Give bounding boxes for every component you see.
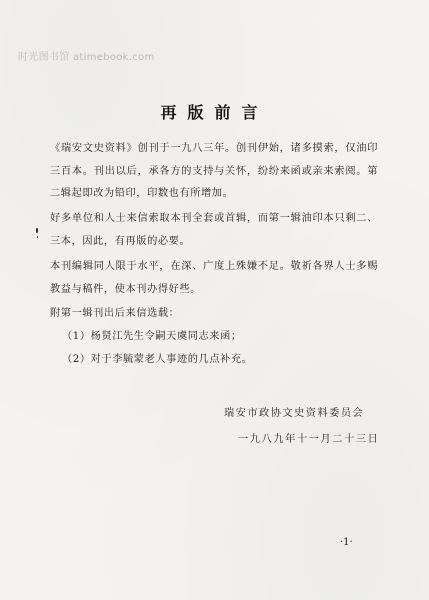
list-item-2: （2）对于李毓蒙老人事迹的几点补充。 xyxy=(62,354,253,365)
paragraph-4: 附第一辑刊出后来信选载： xyxy=(50,308,180,319)
paragraph-1: 《瑞安文史资料》创刊于一九八三年。创刊伊始，诸多摸索，仅油印三百本。刊出以后，承各方的支持与关怀，纷纷来函或亲来索阅。第二辑起即改为铅印，印数也有所增加。 xyxy=(50,143,378,199)
page-number: ·1· xyxy=(340,537,353,548)
page-title: 再版前言 xyxy=(160,103,269,122)
list-item-1: （1）杨贤江先生令嗣天虞同志来函； xyxy=(62,331,242,342)
signature-organization: 瑞安市政协文史资料委员会 xyxy=(224,408,365,419)
signature-date: 一九八九年十一月二十三日 xyxy=(238,434,380,445)
paragraph-3: 本刊编辑同人限于水平，在深、广度上殊嫌不足。敬祈各界人士多赐教益与稿件，使本刊办得好些。 xyxy=(50,261,378,295)
watermark: 时光图书馆 atimebook.com xyxy=(18,52,155,63)
paragraph-2: 好多单位和人士来信索取本刊全套或首辑，而第一辑油印本只剩二、三本，因此，有再版的必要。 xyxy=(50,213,378,247)
scan-speck xyxy=(37,236,38,238)
scan-speck xyxy=(36,228,38,233)
